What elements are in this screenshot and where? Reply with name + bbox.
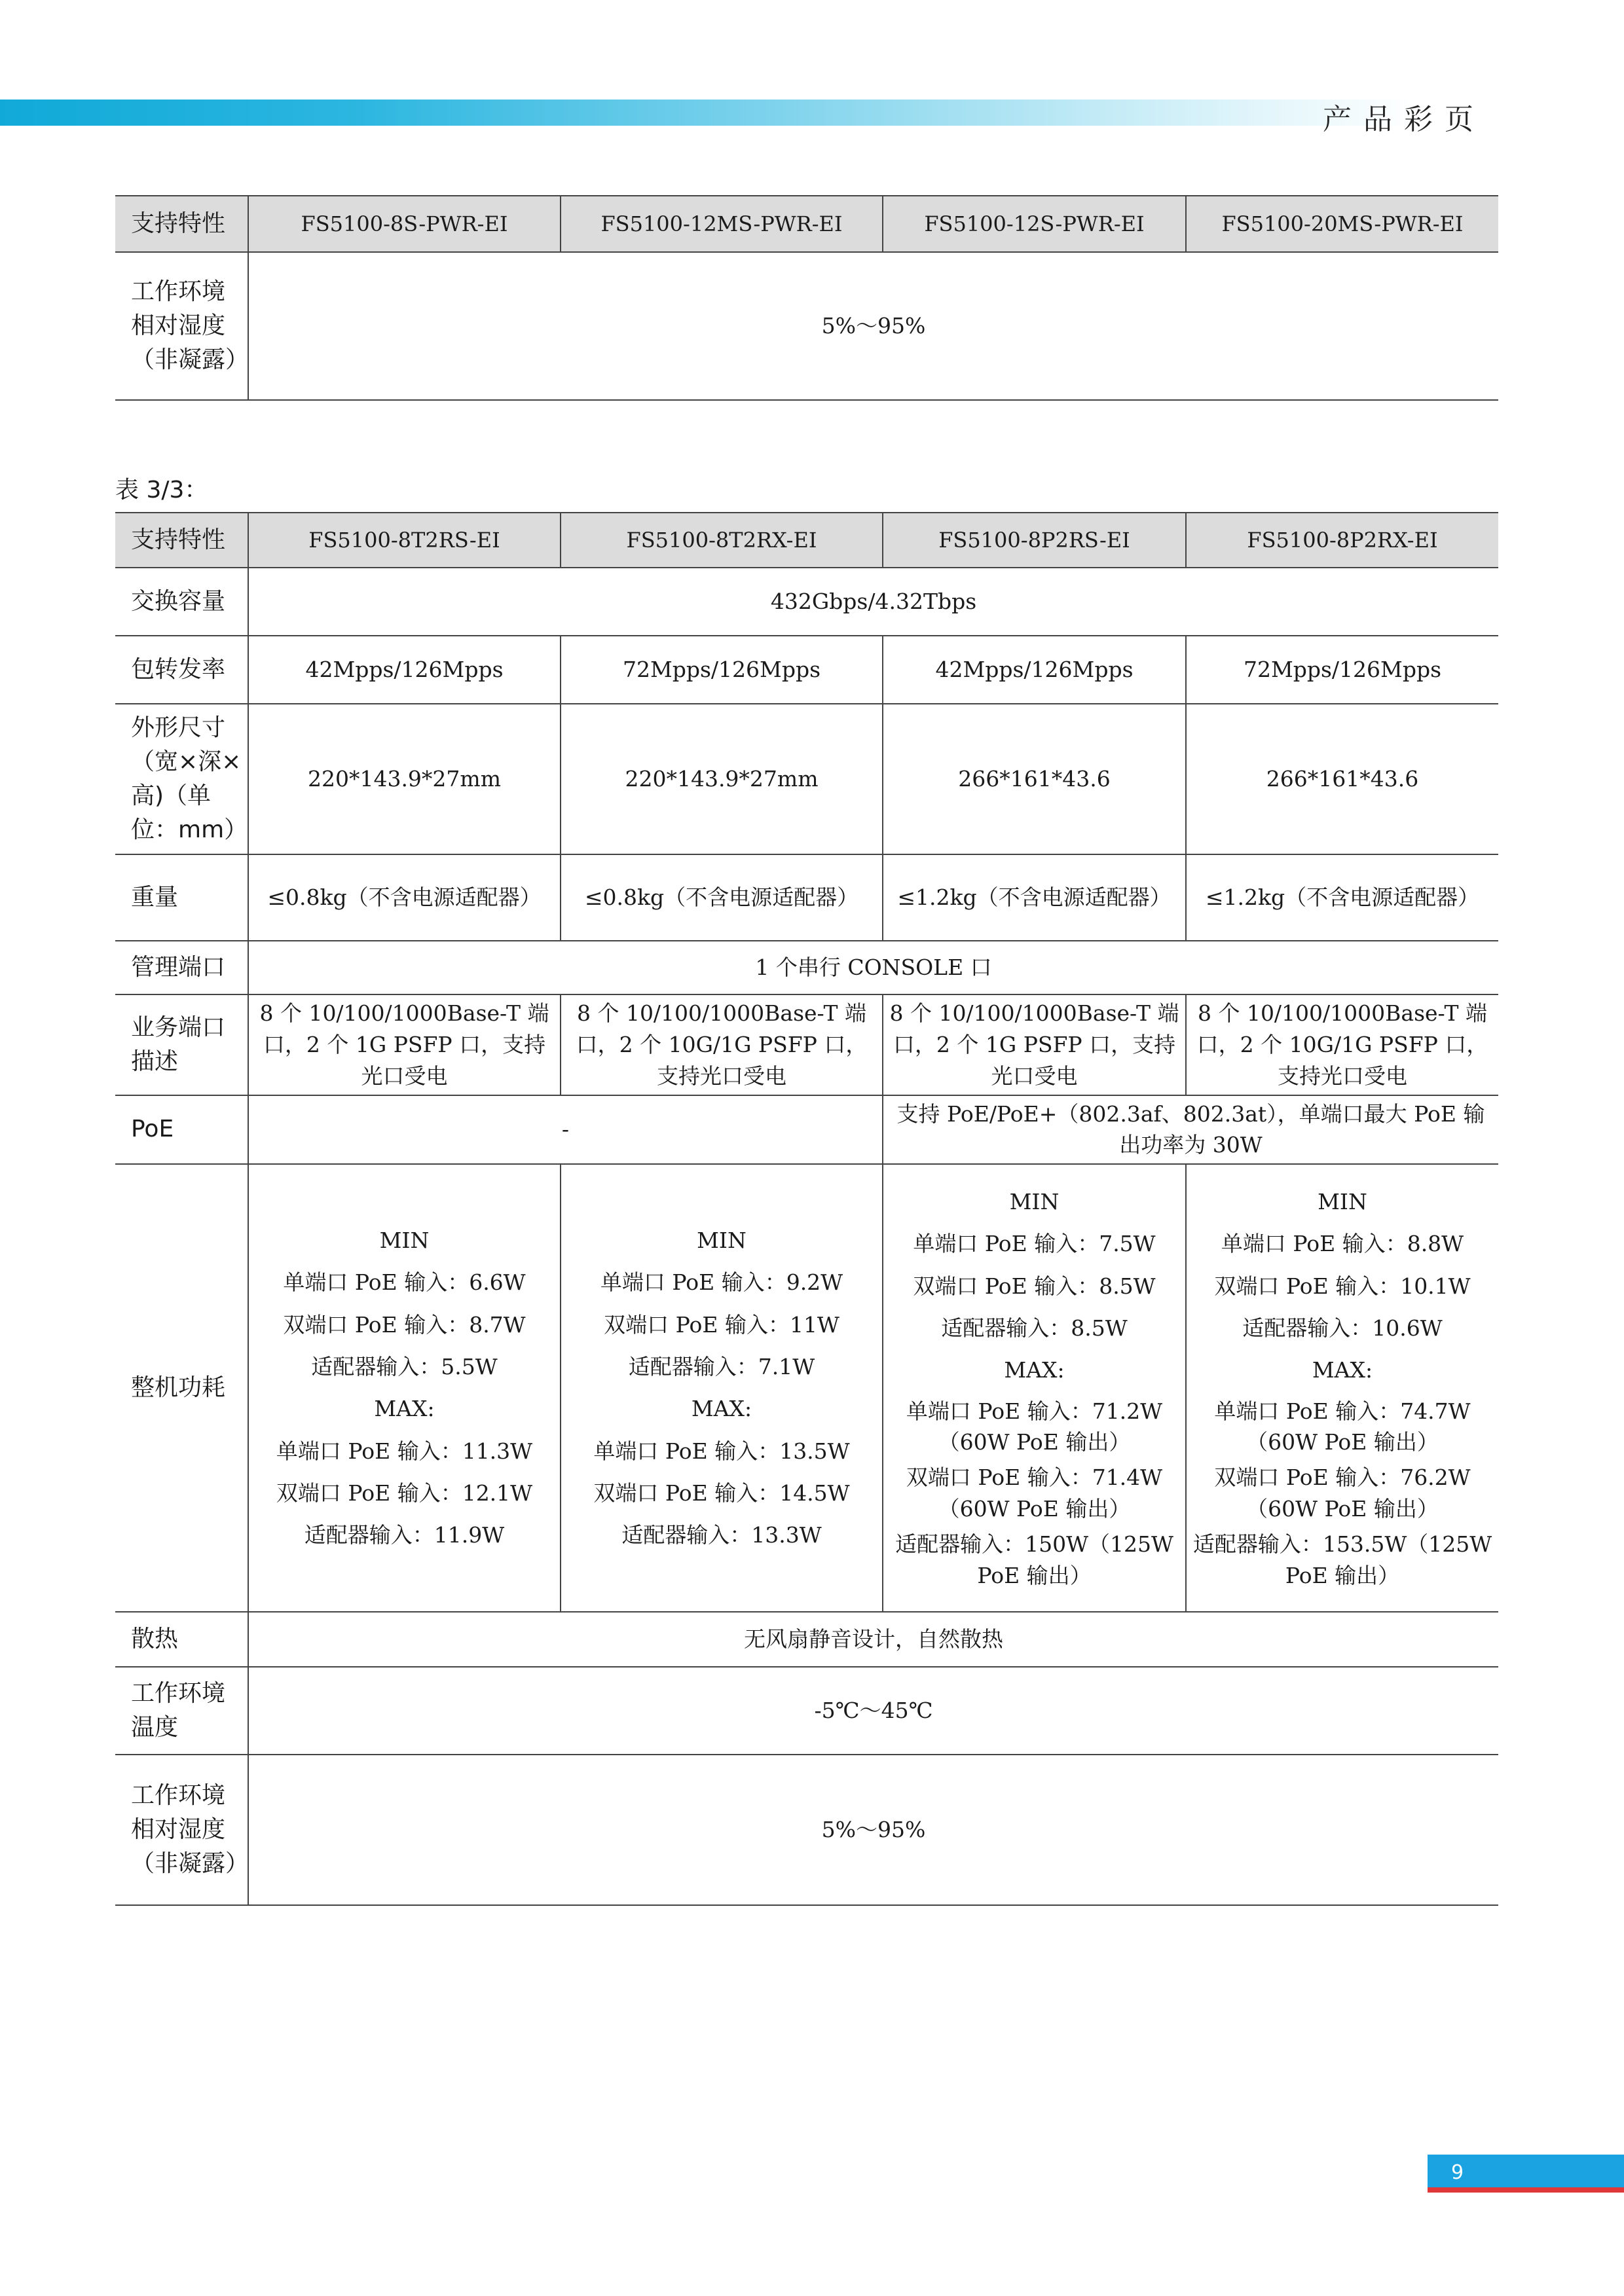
dimensions-value: 220*143.9*27mm [248,704,561,854]
forwarding-value: 72Mpps/126Mpps [1186,636,1498,704]
power-line: 单端口 PoE 输入：8.8W [1221,1231,1464,1257]
power-line: 适配器输入：153.5W（125W PoE 输出） [1192,1531,1492,1588]
power-line: 单端口 PoE 输入：13.5W [593,1438,850,1464]
forwarding-value: 42Mpps/126Mpps [248,636,561,704]
power-list [566,1220,877,1557]
header-cell-feature: 支持特性 [115,513,248,568]
weight-value: ≤1.2kg（不含电源适配器） [883,854,1186,941]
header-gradient-band [0,100,1414,126]
ports-value: 8 个 10/100/1000Base-T 端口，2 个 10G/1G PSFP 口，支持光口受电 [1186,994,1498,1095]
ports-value: 8 个 10/100/1000Base-T 端口，2 个 1G PSFP 口，支持光口受电 [883,994,1186,1095]
power-list [254,1220,555,1557]
table-row [115,568,1498,636]
header-cell-model: FS5100-8T2RS-EI [248,513,561,568]
power-line: 单端口 PoE 输入：7.5W [913,1231,1156,1257]
table-row [115,252,1498,400]
table-header-row [115,513,1498,568]
poe-value-support: 支持 PoE/PoE+（802.3af、802.3at），单端口最大 PoE 输出功率为 30W [883,1095,1498,1165]
header-cell-model: FS5100-8P2RX-EI [1186,513,1498,568]
power-line: 单端口 PoE 输入：71.2W（60W PoE 输出） [906,1398,1163,1455]
power-cell [561,1164,883,1612]
power-list [889,1181,1180,1592]
power-cell [248,1164,561,1612]
table-row [115,1164,1498,1612]
power-line: MIN [1009,1188,1060,1214]
power-line: MAX: [374,1396,435,1422]
row-label-poe: PoE [115,1095,248,1165]
header-cell-model: FS5100-12MS-PWR-EI [561,196,883,252]
power-cell [1186,1164,1498,1612]
row-label-switching: 交换容量 [115,568,248,636]
power-line: MAX: [1004,1357,1065,1383]
cooling-value: 无风扇静音设计，自然散热 [248,1612,1498,1667]
power-line: 单端口 PoE 输入：11.3W [276,1438,533,1464]
power-line: 双端口 PoE 输入：71.4W（60W PoE 输出） [906,1465,1163,1522]
header-cell-model: FS5100-20MS-PWR-EI [1186,196,1498,252]
row-label-power: 整机功耗 [115,1164,248,1612]
row-label-dimensions: 外形尺寸（宽×深×高)（单位：mm） [115,704,248,854]
power-line: MAX: [691,1396,752,1422]
power-line: MIN [379,1227,430,1253]
power-line: 双端口 PoE 输入：11W [604,1311,840,1338]
spec-table [115,512,1498,1906]
header-cell-model: FS5100-8S-PWR-EI [248,196,561,252]
row-label-cooling: 散热 [115,1612,248,1667]
poe-value-none: - [248,1095,883,1165]
power-line: 适配器输入：13.3W [621,1522,822,1548]
power-line: 双端口 PoE 输入：8.7W [283,1311,526,1338]
ports-value: 8 个 10/100/1000Base-T 端口，2 个 1G PSFP 口，支持光口受电 [248,994,561,1095]
power-line: 适配器输入：11.9W [304,1522,505,1548]
power-line: 双端口 PoE 输入：14.5W [593,1480,850,1506]
table-row [115,704,1498,854]
page-number: 9 [1451,2161,1464,2184]
power-line: 单端口 PoE 输入：6.6W [283,1269,526,1296]
temperature-value: -5℃～45℃ [248,1667,1498,1755]
power-line: MIN [1318,1188,1367,1214]
power-line: 双端口 PoE 输入：8.5W [913,1273,1156,1299]
table-row [115,1755,1498,1905]
dimensions-value: 220*143.9*27mm [561,704,883,854]
ports-value: 8 个 10/100/1000Base-T 端口，2 个 10G/1G PSFP 口，支持光口受电 [561,994,883,1095]
power-line: 双端口 PoE 输入：76.2W（60W PoE 输出） [1214,1465,1471,1522]
humidity-value: 5%～95% [248,252,1498,400]
power-line: 适配器输入：8.5W [941,1315,1128,1341]
switching-value: 432Gbps/4.32Tbps [248,568,1498,636]
row-label-humidity: 工作环境相对湿度（非凝露） [115,252,248,400]
table-row [115,941,1498,994]
table-row [115,1095,1498,1165]
power-line: MAX: [1312,1357,1373,1383]
power-line: 适配器输入：10.6W [1242,1315,1443,1341]
power-line: 双端口 PoE 输入：12.1W [276,1480,533,1506]
table-row [115,854,1498,941]
power-line: 适配器输入：150W（125W PoE 输出） [895,1531,1173,1588]
page-number-badge [1428,2155,1624,2193]
row-label-temperature: 工作环境温度 [115,1667,248,1755]
row-label-management: 管理端口 [115,941,248,994]
weight-value: ≤0.8kg（不含电源适配器） [248,854,561,941]
dimensions-value: 266*161*43.6 [1186,704,1498,854]
dimensions-value: 266*161*43.6 [883,704,1186,854]
forwarding-value: 42Mpps/126Mpps [883,636,1186,704]
power-line: 适配器输入：7.1W [628,1353,815,1379]
power-list [1192,1181,1493,1592]
spec-table-continued [115,195,1498,401]
forwarding-value: 72Mpps/126Mpps [561,636,883,704]
table-row [115,1667,1498,1755]
header-cell-model: FS5100-8T2RX-EI [561,513,883,568]
table-row [115,636,1498,704]
table-row [115,1612,1498,1667]
header-cell-feature: 支持特性 [115,196,248,252]
power-line: 双端口 PoE 输入：10.1W [1214,1273,1471,1299]
row-label-forwarding: 包转发率 [115,636,248,704]
header-cell-model: FS5100-12S-PWR-EI [883,196,1186,252]
table-header-row [115,196,1498,252]
power-line: 单端口 PoE 输入：74.7W（60W PoE 输出） [1214,1398,1471,1455]
table-caption: 表 3/3： [115,477,208,503]
power-line: 单端口 PoE 输入：9.2W [600,1269,843,1296]
header-cell-model: FS5100-8P2RS-EI [883,513,1186,568]
power-line: MIN [697,1227,747,1253]
row-label-weight: 重量 [115,854,248,941]
table-row [115,994,1498,1095]
power-cell [883,1164,1186,1612]
power-line: 适配器输入：5.5W [311,1353,498,1379]
weight-value: ≤1.2kg（不含电源适配器） [1186,854,1498,941]
management-value: 1 个串行 CONSOLE 口 [248,941,1498,994]
header-title: 产品彩页 [1323,103,1485,136]
row-label-ports: 业务端口描述 [115,994,248,1095]
weight-value: ≤0.8kg（不含电源适配器） [561,854,883,941]
row-label-humidity: 工作环境相对湿度（非凝露） [115,1755,248,1905]
humidity-value: 5%～95% [248,1755,1498,1905]
